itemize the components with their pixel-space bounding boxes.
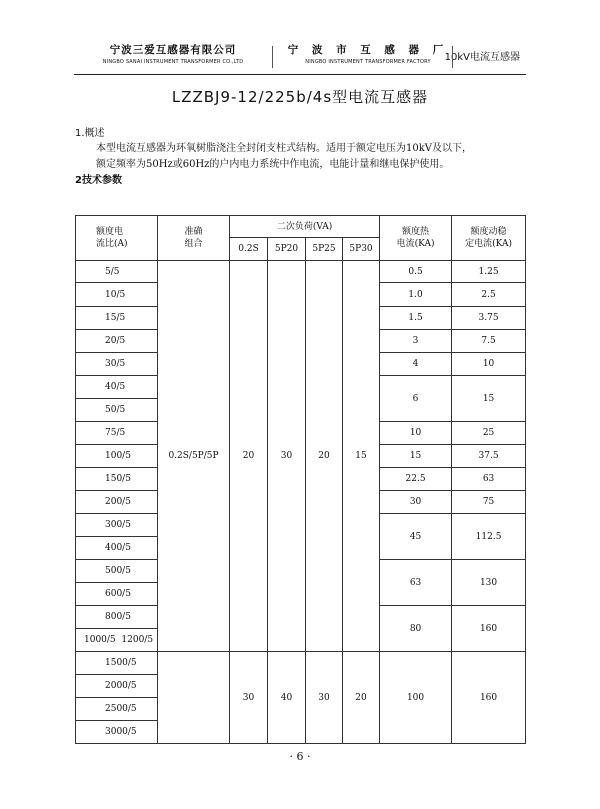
load-5p30-cell: 15 xyxy=(343,261,380,652)
dynamic-cell: 112.5 xyxy=(452,514,526,560)
ratio-cell: 1500/5 xyxy=(76,652,158,675)
header-thermal-current: 额度热 电流(KA) xyxy=(380,216,452,261)
dynamic-cell: 25 xyxy=(452,422,526,445)
company-name-en: NINGBO SANAI INSTRUMENT TRANSFORMER CO.,LTD xyxy=(102,59,244,65)
thermal-cell: 45 xyxy=(380,514,452,560)
company-block xyxy=(80,42,266,65)
section-heading-overview: 1.概述 xyxy=(75,128,105,139)
ratio-cell: 20/5 xyxy=(76,330,158,353)
load-5p20-cell: 30 xyxy=(268,261,306,652)
load-0.2s-cell: 20 xyxy=(230,261,268,652)
load-5p20-cell: 40 xyxy=(268,652,306,744)
dynamic-cell: 10 xyxy=(452,353,526,376)
dynamic-cell: 160 xyxy=(452,606,526,652)
header-rated-ratio: 额度电 流比(A) xyxy=(76,216,158,261)
header-5p20: 5P20 xyxy=(268,238,306,261)
ratio-cell: 5/5 xyxy=(76,261,158,283)
ratio-cell: 3000/5 xyxy=(76,721,158,744)
thermal-cell: 22.5 xyxy=(380,468,452,491)
header-divider xyxy=(272,46,273,68)
thermal-cell: 3 xyxy=(380,330,452,353)
ratio-cell: 400/5 xyxy=(76,537,158,560)
product-category: 10kV电流互感器 xyxy=(444,52,520,63)
specs-table xyxy=(75,215,526,744)
thermal-cell: 6 xyxy=(380,376,452,422)
thermal-cell: 30 xyxy=(380,491,452,514)
ratio-cell: 30/5 xyxy=(76,353,158,376)
page-number: · 6 · xyxy=(289,750,311,763)
ratio-cell: 15/5 xyxy=(76,307,158,330)
ratio-cell: 50/5 xyxy=(76,399,158,422)
ratio-cell: 10/5 xyxy=(76,283,158,307)
dynamic-cell: 63 xyxy=(452,468,526,491)
header-secondary-load: 二次负荷(VA) xyxy=(230,216,380,238)
thermal-cell: 10 xyxy=(380,422,452,445)
header-rule xyxy=(74,74,526,75)
overview-line-1: 本型电流互感器为环氧树脂浇注全封闭支柱式结构。适用于额定电压为10kV及以下， xyxy=(96,143,473,154)
ratio-cell: 100/5 xyxy=(76,445,158,468)
page-title: LZZBJ9-12/225b/4s型电流互感器 xyxy=(171,88,429,106)
header-divider xyxy=(452,46,453,68)
dynamic-cell: 130 xyxy=(452,560,526,606)
ratio-cell: 2500/5 xyxy=(76,698,158,721)
thermal-cell: 4 xyxy=(380,353,452,376)
header-5p30: 5P30 xyxy=(343,238,380,261)
company-name-cn: 宁波三爱互感器有限公司 xyxy=(109,44,237,56)
header-accuracy-combination: 准确 组合 xyxy=(158,216,230,261)
ratio-cell: 150/5 xyxy=(76,468,158,491)
ratio-cell: 40/5 xyxy=(76,376,158,399)
dynamic-cell: 2.5 xyxy=(452,283,526,307)
thermal-cell: 100 xyxy=(380,652,452,744)
factory-name-cn: 宁 波 市 互 感 器 厂 xyxy=(287,44,449,56)
dynamic-cell: 15 xyxy=(452,376,526,422)
ratio-cell: 2000/5 xyxy=(76,675,158,698)
factory-name-en: NINGBO INSTRUMENT TRANSFORMER FACTORY xyxy=(305,59,431,65)
ratio-cell: 800/5 xyxy=(76,606,158,629)
ratio-cell: 200/5 xyxy=(76,491,158,514)
header-dynamic-current: 额度动稳 定电流(KA) xyxy=(452,216,526,261)
overview-line-2: 额定频率为50Hz或60Hz的户内电力系统中作电流，电能计量和继电保护使用。 xyxy=(96,159,450,170)
dynamic-cell: 160 xyxy=(452,652,526,744)
accuracy-combination-cell: 0.2S/5P/5P xyxy=(158,261,230,652)
section-heading-specs: 2技术参数 xyxy=(75,175,122,186)
thermal-cell: 15 xyxy=(380,445,452,468)
load-5p25-cell: 20 xyxy=(306,261,343,652)
ratio-cell: 1000/5 1200/5 xyxy=(76,629,158,652)
page-header xyxy=(74,42,526,72)
thermal-cell: 1.5 xyxy=(380,307,452,330)
accuracy-combination-cell-empty xyxy=(158,652,230,744)
load-5p30-cell: 20 xyxy=(343,652,380,744)
thermal-cell: 80 xyxy=(380,606,452,652)
dynamic-cell: 3.75 xyxy=(452,307,526,330)
thermal-cell: 1.0 xyxy=(380,283,452,307)
thermal-cell: 0.5 xyxy=(380,261,452,283)
header-0.2s: 0.2S xyxy=(230,238,268,261)
thermal-cell: 63 xyxy=(380,560,452,606)
ratio-cell: 500/5 xyxy=(76,560,158,583)
dynamic-cell: 7.5 xyxy=(452,330,526,353)
load-0.2s-cell: 30 xyxy=(230,652,268,744)
ratio-cell: 600/5 xyxy=(76,583,158,606)
load-5p25-cell: 30 xyxy=(306,652,343,744)
dynamic-cell: 75 xyxy=(452,491,526,514)
dynamic-cell: 1.25 xyxy=(452,261,526,283)
ratio-cell: 300/5 xyxy=(76,514,158,537)
dynamic-cell: 37.5 xyxy=(452,445,526,468)
ratio-cell: 75/5 xyxy=(76,422,158,445)
header-5p25: 5P25 xyxy=(306,238,343,261)
factory-block xyxy=(280,42,456,65)
